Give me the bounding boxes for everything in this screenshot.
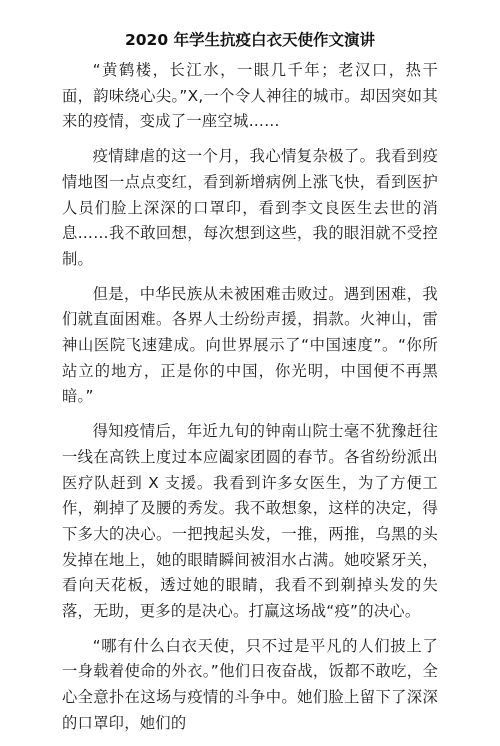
document-title: 2020 年学生抗疫白衣天使作文演讲: [124, 31, 376, 49]
paragraph-1: “黄鹤楼，长江水，一眼几千年；老汉口，热干面，韵味绕心尖。”X,一个令人神往的城市。却因突如其来的疫情，变成了一座空城……: [62, 61, 438, 131]
paragraph-5: “哪有什么白衣天使，只不过是平凡的人们披上了一身载着使命的外衣。”他们日夜奋战，饭都不敢吃，全心全意扑在这场与疫情的斗争中。她们脸上留下了深深的口罩印，她们的: [62, 636, 438, 732]
document-body: [62, 58, 438, 746]
paragraph-3: 但是，中华民族从未被困难击败过。遇到困难，我们就直面困难。各界人士纷纷声援，捐款。火神山，雷神山医院飞速建成。向世界展示了“中国速度”。“你所站立的地方，正是你的中国，你光明，中国便不再黑暗。”: [62, 284, 438, 406]
paragraph-2: 疫情肆虐的这一个月，我心情复杂极了。我看到疫情地图一点点变红，看到新增病例上涨飞快，看到医护人员们脸上深深的口罩印，看到李文良医生去世的消息……我不敢回想，每次想到这些，我的眼泪就不受控制。: [62, 147, 438, 268]
paragraph-4: 得知疫情后，年近九旬的钟南山院士毫不犹豫赶往一线在高铁上度过本应阖家团圆的春节。各省纷纷派出医疗队赶到 X 支援。我看到许多女医生，为了方便工作，剃掉了及腰的秀发。我不敢想象，这样的决定，得下多大的决心。一把拽起头发，一推，两推，乌黑的头发掉在地上，她的眼睛瞬间被泪水占满。她咬紧牙关，看向天花板，透过她的眼睛，我看不到剃掉头发的失落，无助，更多的是决心。打赢这场战“疫”的决心。: [62, 422, 438, 621]
